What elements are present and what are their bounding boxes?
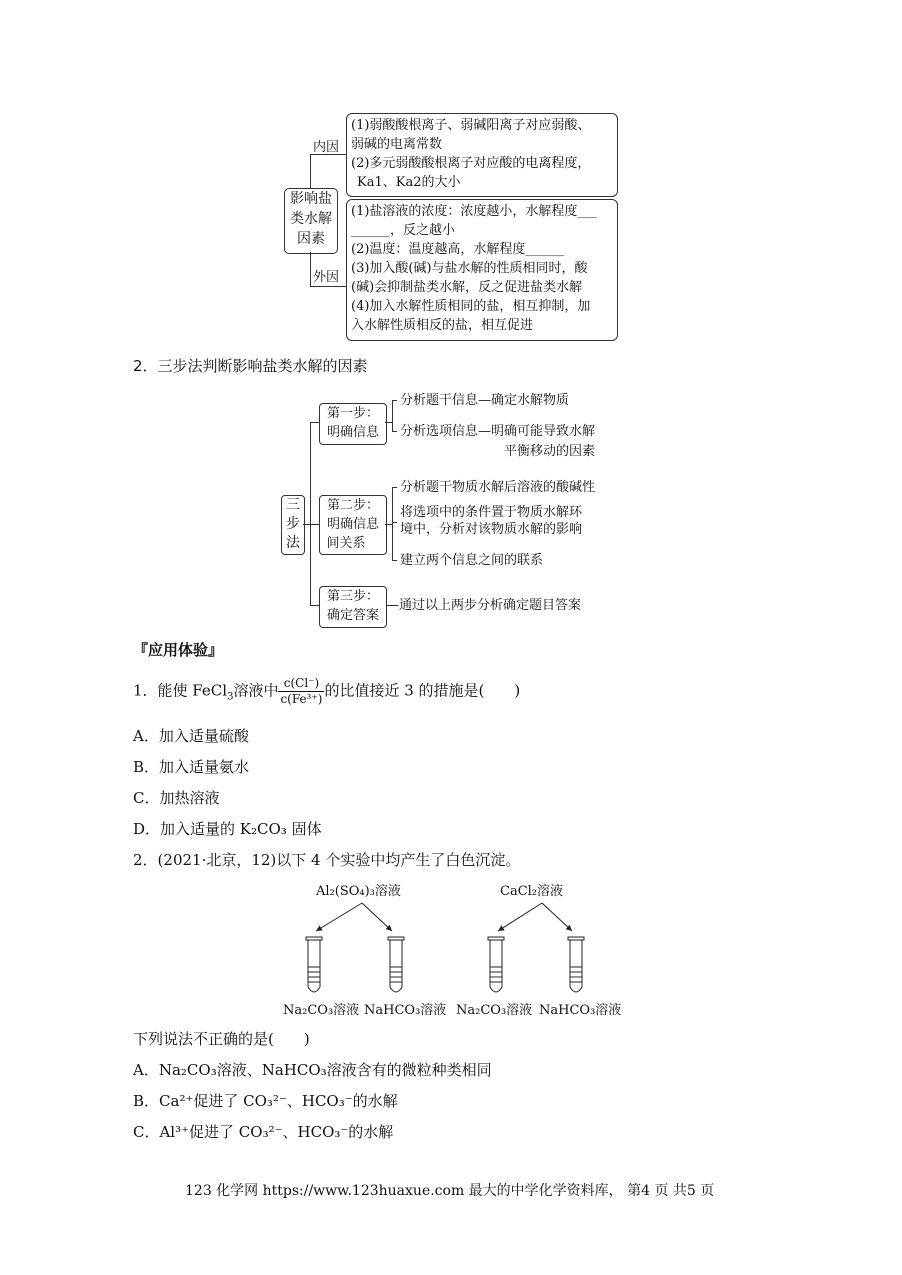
step2-line-1: 第二步： bbox=[326, 498, 379, 513]
step1-item-1: 分析题干信息—确定水解物质 bbox=[400, 393, 570, 408]
q1-stem bbox=[133, 676, 520, 709]
outer-line-7: 入水解性质相反的盐，相互促进 bbox=[351, 318, 534, 333]
q1-mid: 溶液中 bbox=[233, 681, 279, 700]
step2-item-2: 将选项中的条件置于物质水解环 bbox=[400, 505, 583, 520]
step2-line-3: 间关系 bbox=[326, 536, 366, 551]
center-line-1: 影响盐 bbox=[290, 191, 332, 207]
step3-line-1: 第三步： bbox=[326, 589, 379, 604]
inner-line-3: (2)多元弱酸酸根离子对应酸的电离程度， bbox=[351, 156, 591, 171]
step3-item-1: —通过以上两步分析确定题目答案 bbox=[386, 598, 582, 613]
experiment-drawing bbox=[280, 895, 630, 1005]
q1-suffix: 的比值接近 3 的措施是( ) bbox=[324, 681, 521, 700]
q1-frac-num: c(Cl⁻) bbox=[278, 676, 324, 692]
outer-cause-label: 外因 bbox=[313, 270, 340, 285]
inner-cause-box bbox=[346, 113, 618, 197]
inner-cause-label: 内因 bbox=[313, 140, 340, 155]
step2-item-3: 境中，分析对该物质水解的影响 bbox=[400, 522, 583, 537]
tube-label-2: NaHCO₃溶液 bbox=[364, 1003, 447, 1018]
outer-line-2: ______，反之越小 bbox=[351, 223, 456, 238]
q1-prefix: 1．能使 FeCl bbox=[133, 681, 228, 700]
outer-line-4: (3)加入酸(碱)与盐水解的性质相同时，酸 bbox=[351, 261, 588, 276]
step1-line-1: 第一步： bbox=[326, 406, 379, 421]
center-box bbox=[284, 188, 338, 254]
root-char-2: 步 bbox=[286, 516, 300, 532]
page-footer: 123 化学网 https://www.123huaxue.com 最大的中学化学资料库， 第4 页 共5 页 bbox=[185, 1183, 715, 1199]
outer-line-1: (1)盐溶液的浓度：浓度越小，水解程度___ bbox=[351, 204, 597, 219]
three-step-root bbox=[281, 495, 305, 555]
q2-option-c: C．Al³⁺促进了 CO₃²⁻、HCO₃⁻的水解 bbox=[133, 1123, 394, 1141]
q1-frac-den: c(Fe³⁺) bbox=[280, 692, 323, 706]
inner-line-1: (1)弱酸酸根离子、弱碱阳离子对应弱酸、 bbox=[351, 118, 591, 133]
tube-label-1: Na₂CO₃溶液 bbox=[283, 1003, 360, 1018]
center-line-3: 因素 bbox=[297, 231, 325, 247]
q1-option-c: C．加热溶液 bbox=[133, 789, 220, 807]
q1-option-a: A．加入适量硫酸 bbox=[133, 727, 249, 745]
outer-cause-box bbox=[346, 199, 618, 341]
step2-line-2: 明确信息 bbox=[326, 517, 379, 532]
step3-box bbox=[319, 586, 387, 628]
step1-item-2: 分析选项信息—明确可能导致水解 bbox=[400, 424, 596, 439]
q2-option-a: A．Na₂CO₃溶液、NaHCO₃溶液含有的微粒种类相同 bbox=[133, 1061, 492, 1079]
q1-sub: 3 bbox=[227, 691, 234, 703]
step1-box bbox=[319, 403, 387, 445]
q1-option-b: B．加入适量氨水 bbox=[133, 758, 250, 776]
step2-box bbox=[319, 495, 387, 555]
q2-option-b: B．Ca²⁺促进了 CO₃²⁻、HCO₃⁻的水解 bbox=[133, 1092, 398, 1110]
step1-item-3: 平衡移动的因素 bbox=[504, 444, 596, 459]
right-reagent-label: CaCl₂溶液 bbox=[500, 884, 564, 899]
left-reagent-label: Al₂(SO₄)₃溶液 bbox=[316, 884, 401, 899]
step2-item-1: 分析题干物质水解后溶液的酸碱性 bbox=[400, 480, 596, 495]
outer-line-5: (碱)会抑制盐类水解，反之促进盐类水解 bbox=[351, 280, 583, 295]
test-tube-1 bbox=[306, 937, 322, 992]
q1-fraction bbox=[278, 676, 324, 707]
step1-line-2: 明确信息 bbox=[326, 425, 379, 440]
q2-stem: 2．(2021·北京，12)以下 4 个实验中均产生了白色沉淀。 bbox=[133, 851, 521, 869]
root-char-1: 三 bbox=[286, 497, 300, 513]
inner-line-2: 弱碱的电离常数 bbox=[351, 137, 443, 152]
q1-option-d: D．加入适量的 K₂CO₃ 固体 bbox=[133, 820, 322, 838]
q2-prompt: 下列说法不正确的是( ) bbox=[133, 1030, 310, 1048]
tube-label-4: NaHCO₃溶液 bbox=[539, 1003, 622, 1018]
outer-line-6: (4)加入水解性质相同的盐，相互抑制，加 bbox=[351, 299, 591, 314]
step3-line-2: 确定答案 bbox=[326, 608, 379, 623]
tube-label-3: Na₂CO₃溶液 bbox=[456, 1003, 533, 1018]
test-tube-2 bbox=[388, 937, 404, 992]
section-title: 『应用体验』 bbox=[133, 641, 224, 659]
section2-heading: 2．三步法判断影响盐类水解的因素 bbox=[133, 357, 368, 375]
test-tube-3 bbox=[488, 937, 504, 992]
outer-line-3: (2)温度：温度越高，水解程度______ bbox=[351, 242, 565, 257]
test-tube-4 bbox=[568, 937, 584, 992]
center-line-2: 类水解 bbox=[290, 211, 332, 227]
step2-item-4: 建立两个信息之间的联系 bbox=[400, 553, 544, 568]
root-char-3: 法 bbox=[286, 535, 300, 551]
inner-line-4: Ka1、Ka2的大小 bbox=[357, 175, 461, 190]
